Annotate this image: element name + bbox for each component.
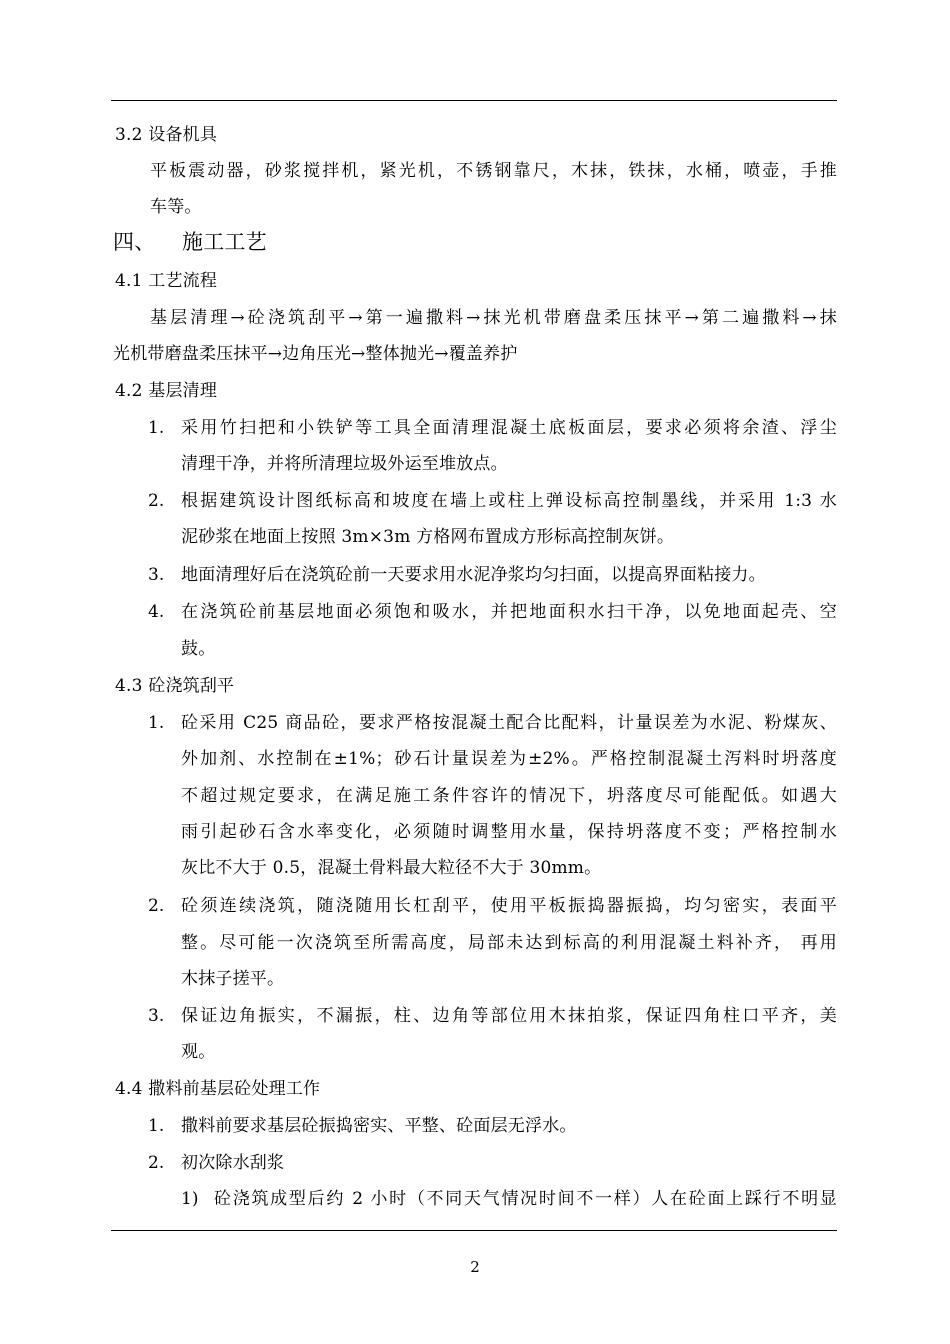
section-3-2-heading: 3.2 设备机具 [115, 125, 218, 145]
list-item-text: 初次除水刮浆 [181, 1153, 285, 1173]
list-number: 2. [148, 896, 165, 916]
list-item-text: 整。尽可能一次浇筑至所需高度，局部未达到标高的利用混凝土料补齐， 再用 [181, 933, 837, 953]
list-item-text: 根据建筑设计图纸标高和坡度在墙上或柱上弹设标高控制墨线，并采用 1:3 水 [181, 491, 837, 511]
list-item-text: 不超过规定要求，在满足施工条件容许的情况下，坍落度尽可能配低。如遇大 [181, 786, 837, 806]
list-item-text: 地面清理好后在浇筑砼前一天要求用水泥净浆均匀扫面，以提高界面粘接力。 [181, 565, 766, 585]
section-4-1-heading: 4.1 工艺流程 [115, 271, 218, 291]
list-item-text: 在浇筑砼前基层地面必须饱和吸水，并把地面积水扫干净，以免地面起壳、空 [181, 602, 837, 622]
list-number: 2. [148, 491, 165, 511]
list-item-text: 木抹子搓平。 [181, 969, 285, 989]
chapter-4-number: 四、 [113, 230, 156, 254]
list-item-text: 砼采用 C25 商品砼，要求严格按混凝土配合比配料，计量误差为水泥、粉煤灰、 [181, 713, 837, 733]
footer-rule [111, 1230, 837, 1231]
list-item-text: 撒料前要求基层砼振捣密实、平整、砼面层无浮水。 [181, 1116, 577, 1136]
list-number: 1. [148, 1116, 165, 1136]
list-item-text: 鼓。 [181, 639, 216, 659]
page-number: 2 [470, 1258, 480, 1276]
list-number: 3. [148, 565, 165, 585]
list-item-text: 灰比不大于 0.5，混凝土骨料最大粒径不大于 30mm。 [181, 858, 602, 878]
chapter-4-title: 施工工艺 [182, 230, 267, 254]
s32-paragraph-line-2: 车等。 [150, 197, 202, 217]
s32-paragraph-line-1: 平板震动器，砂浆搅拌机，紧光机，不锈钢靠尺，木抹，铁抹，水桶，喷壶，手推 [150, 161, 837, 181]
list-number: 2. [148, 1153, 165, 1173]
list-item-text: 泥砂浆在地面上按照 3m×3m 方格网布置成方形标高控制灰饼。 [181, 527, 675, 547]
section-4-2-heading: 4.2 基层清理 [115, 381, 218, 401]
list-number: 1. [148, 418, 165, 438]
list-number: 1. [148, 713, 165, 733]
header-rule [111, 100, 837, 101]
list-number: 3. [148, 1006, 165, 1026]
sub-list-number: 1) [181, 1189, 199, 1209]
list-item-text: 采用竹扫把和小铁铲等工具全面清理混凝土底板面层，要求必须将余渣、浮尘 [181, 418, 837, 438]
s41-flow-line-1: 基层清理→砼浇筑刮平→第一遍撒料→抹光机带磨盘柔压抹平→第二遍撒料→抹 [150, 308, 837, 328]
list-item-text: 砼须连续浇筑，随浇随用长杠刮平，使用平板振捣器振捣，均匀密实，表面平 [181, 896, 837, 916]
list-item-text: 保证边角振实，不漏振，柱、边角等部位用木抹拍浆，保证四角柱口平齐，美 [181, 1006, 837, 1026]
section-4-3-heading: 4.3 砼浇筑刮平 [115, 676, 235, 696]
s41-flow-line-2: 光机带磨盘柔压抹平→边角压光→整体抛光→覆盖养护 [113, 344, 518, 364]
section-4-4-heading: 4.4 撒料前基层砼处理工作 [115, 1079, 321, 1099]
list-number: 4. [148, 602, 165, 622]
list-item-text: 清理干净，并将所清理垃圾外运至堆放点。 [181, 454, 508, 474]
list-item-text: 外加剂、水控制在±1%；砂石计量误差为±2%。严格控制混凝土泻料时坍落度 [181, 749, 837, 769]
list-item-text: 雨引起砂石含水率变化，必须随时调整用水量，保持坍落度不变；严格控制水 [181, 822, 837, 842]
sub-list-item-text: 砼浇筑成型后约 2 小时（不同天气情况时间不一样）人在砼面上踩行不明显 [214, 1189, 837, 1209]
list-item-text: 观。 [181, 1042, 216, 1062]
